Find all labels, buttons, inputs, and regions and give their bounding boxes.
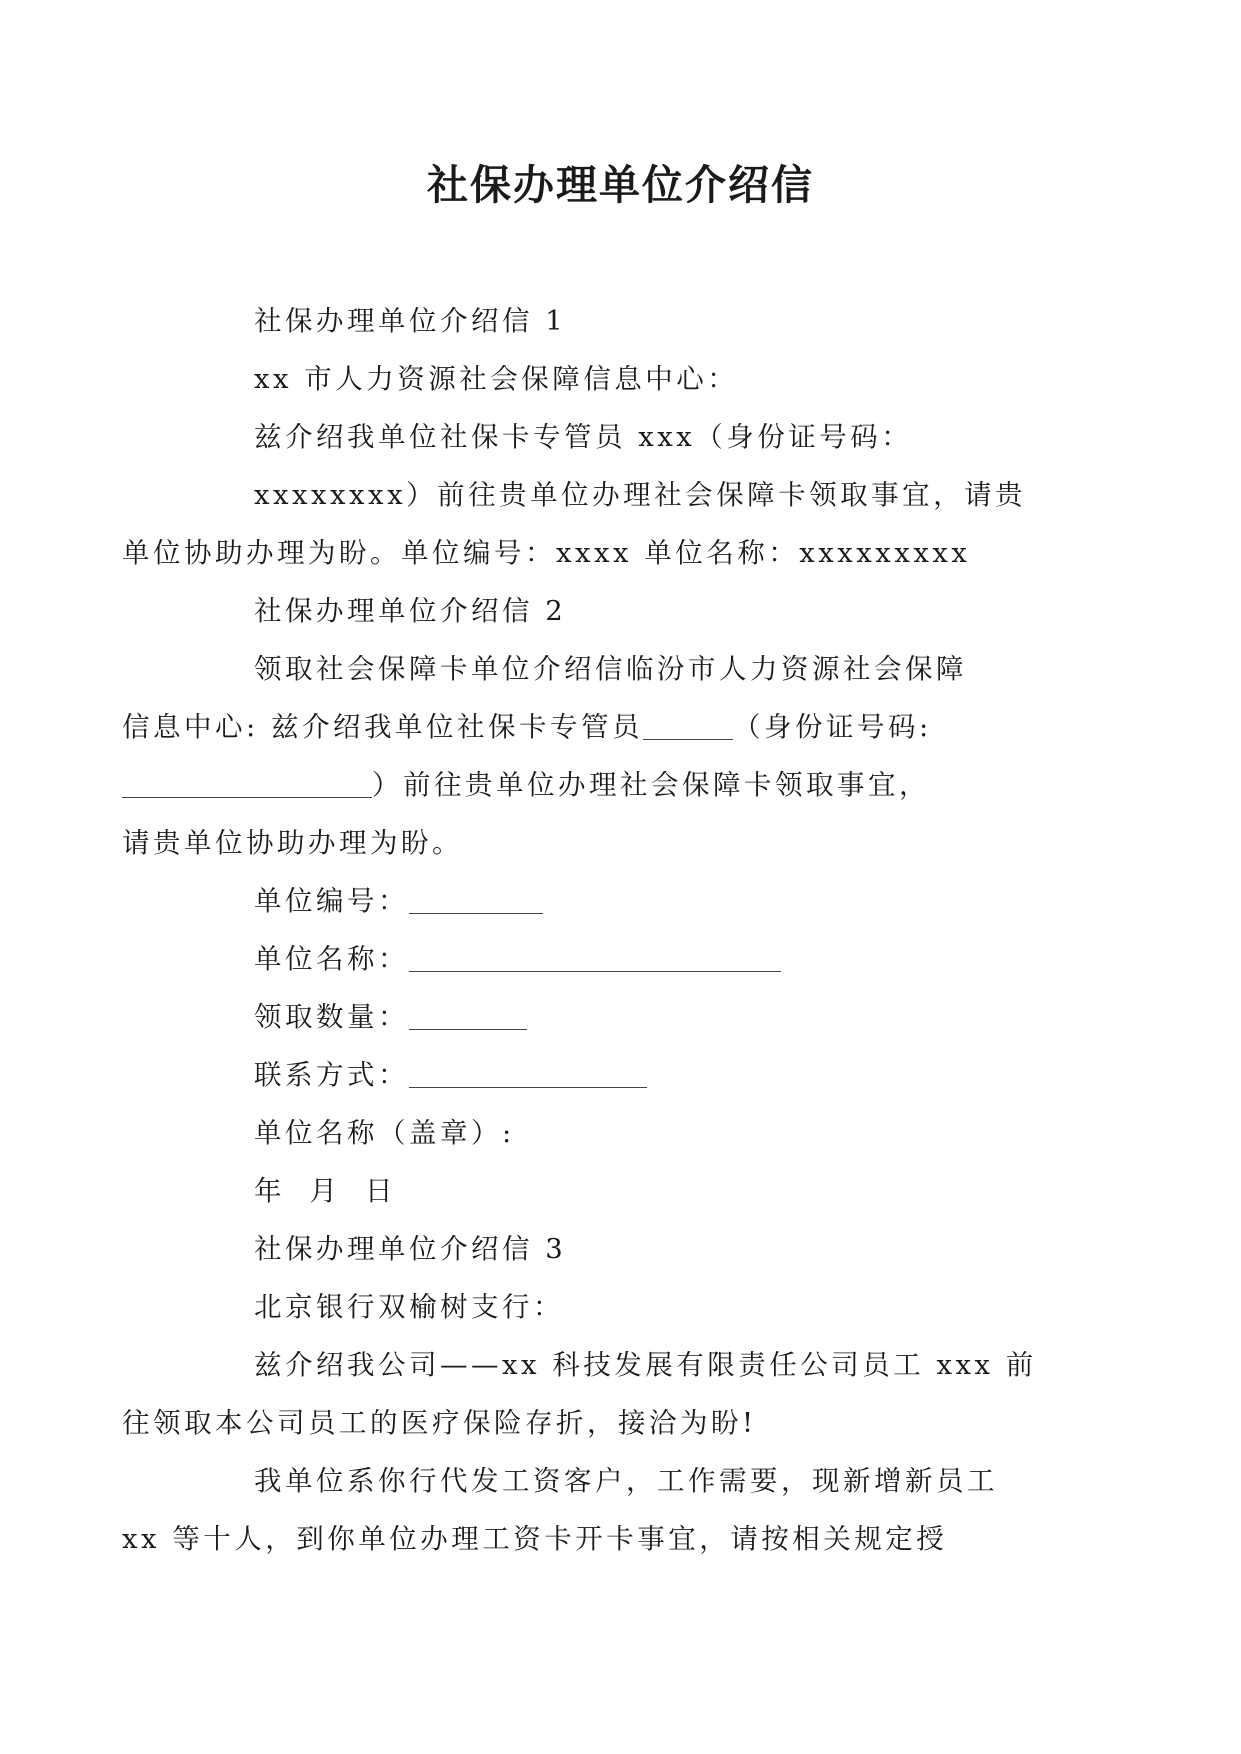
- id-number-blank: [122, 770, 372, 799]
- letter2-body: [122, 640, 1056, 872]
- letter2-body-line1: 领取社会保障卡单位介绍信临汾市人力资源社会保障: [254, 653, 967, 685]
- document-body: [122, 292, 1056, 1568]
- letter3-recipient: 北京银行双榆树支行：: [254, 1291, 564, 1323]
- letter2-body-line2: [122, 698, 1056, 756]
- date-line: 年 月 日: [254, 1175, 396, 1207]
- letter2-body-line2-suffix: （身份证号码:: [733, 711, 932, 743]
- letter1-body-line2: xxxxxxxx）前往贵单位办理社会保障卡领取事宜，请贵: [254, 479, 1027, 511]
- letter3-paragraph-2: [122, 1452, 1056, 1568]
- quantity-label: 领取数量：: [254, 1001, 409, 1033]
- unit-name-field: [188, 930, 1056, 988]
- letter2-body-line2-prefix: 信息中心: 兹介绍我单位社保卡专管员: [122, 711, 644, 743]
- letter3-p1-line1: 兹介绍我公司——xx 科技发展有限责任公司员工 xxx 前: [254, 1349, 1037, 1381]
- letter3-p2-line2: xx 等十人，到你单位办理工资卡开卡事宜，请按相关规定授: [122, 1523, 948, 1555]
- unit-number-blank: [409, 886, 543, 915]
- letter2-heading: 社保办理单位介绍信 2: [254, 595, 567, 627]
- letter1-body-line1: 兹介绍我单位社保卡专管员 xxx（身份证号码：: [254, 421, 913, 453]
- letter2-body-line4: 请贵单位协助办理为盼。: [122, 827, 463, 859]
- letter1-recipient: xx 市人力资源社会保障信息中心：: [254, 363, 739, 395]
- letter3-heading: 社保办理单位介绍信 3: [254, 1233, 567, 1265]
- letter3-paragraph-1: [122, 1336, 1056, 1452]
- seal-line: 单位名称（盖章）:: [254, 1117, 515, 1149]
- letter3-p2-line1: 我单位系你行代发工资客户，工作需要，现新增新员工: [254, 1465, 998, 1497]
- letter2-body-line3: [188, 756, 1056, 814]
- letter1-body: [122, 408, 1056, 582]
- letter1-body-line3: 单位协助办理为盼。单位编号：xxxx 单位名称：xxxxxxxxx: [122, 537, 971, 569]
- contact-label: 联系方式：: [254, 1059, 409, 1091]
- letter1-heading: 社保办理单位介绍信 1: [254, 305, 567, 337]
- officer-name-blank: [643, 712, 733, 741]
- contact-blank: [409, 1060, 647, 1089]
- letter3-p1-line2: 往领取本公司员工的医疗保险存折，接洽为盼!: [122, 1407, 757, 1439]
- unit-name-blank: [409, 944, 781, 973]
- unit-name-label: 单位名称：: [254, 943, 409, 975]
- quantity-blank: [409, 1002, 527, 1031]
- document-title: 社保办理单位介绍信: [427, 161, 814, 209]
- letter2-body-line3-suffix: ）前往贵单位办理社会保障卡领取事宜，: [372, 769, 930, 801]
- unit-number-label: 单位编号：: [254, 885, 409, 917]
- quantity-field: [188, 988, 1056, 1046]
- unit-number-field: [188, 872, 1056, 930]
- contact-field: [188, 1046, 1056, 1104]
